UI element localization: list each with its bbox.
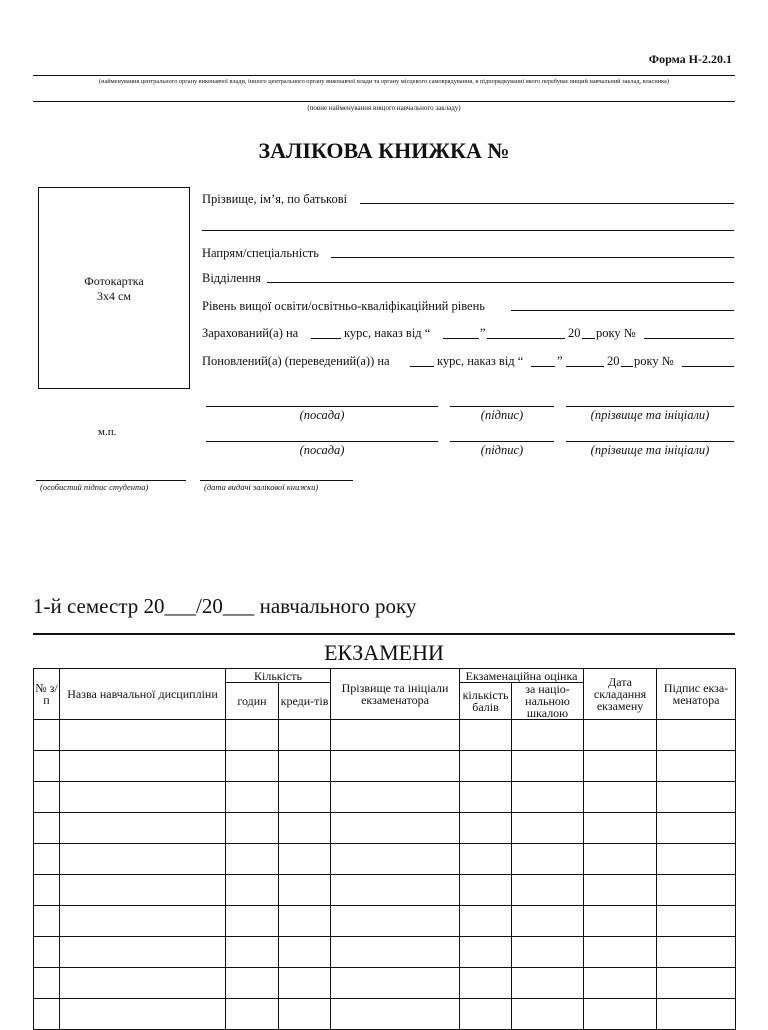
renewed-order-no-line[interactable] — [682, 366, 734, 367]
surname-caption-1: (прізвище та ініціали) — [590, 408, 710, 422]
table-cell[interactable] — [512, 720, 584, 751]
form-code: Форма Н-2.20.1 — [648, 52, 732, 66]
speciality-line[interactable] — [331, 257, 734, 258]
table-cell[interactable] — [279, 968, 331, 999]
table-cell[interactable] — [512, 875, 584, 906]
table-cell[interactable] — [60, 844, 226, 875]
table-cell[interactable] — [584, 999, 657, 1030]
exams-title: ЕКЗАМЕНИ — [324, 640, 444, 665]
table-row — [34, 782, 736, 813]
exams-table-body — [34, 720, 736, 1030]
position-line-2[interactable] — [206, 441, 438, 442]
enrolled-day-line[interactable] — [443, 338, 479, 339]
authority-line — [33, 75, 735, 76]
table-cell[interactable] — [657, 999, 736, 1030]
photo-size: 3х4 см — [97, 289, 131, 303]
table-cell[interactable] — [226, 844, 279, 875]
table-cell[interactable] — [657, 813, 736, 844]
col-number: № з/п — [34, 669, 60, 720]
table-cell[interactable] — [512, 782, 584, 813]
name-line-2[interactable] — [202, 230, 734, 231]
col-national-scale: за націо-нальною шкалою — [512, 683, 584, 720]
table-cell[interactable] — [657, 720, 736, 751]
level-line[interactable] — [511, 310, 734, 311]
signature-line-1[interactable] — [450, 406, 554, 407]
enrolled-century: 20 — [568, 326, 581, 340]
table-row — [34, 999, 736, 1030]
col-hours: годин — [226, 683, 279, 720]
table-cell[interactable] — [584, 751, 657, 782]
table-cell[interactable] — [226, 906, 279, 937]
table-cell[interactable] — [226, 999, 279, 1030]
table-cell[interactable] — [60, 906, 226, 937]
table-row — [34, 720, 736, 751]
col-examiner-signature: Підпис екза-менатора — [657, 669, 736, 720]
table-cell[interactable] — [60, 999, 226, 1030]
table-cell[interactable] — [657, 937, 736, 968]
table-cell[interactable] — [279, 937, 331, 968]
surname-line-2[interactable] — [566, 441, 734, 442]
field-department-label: Відділення — [202, 271, 261, 285]
table-cell[interactable] — [460, 844, 512, 875]
table-cell[interactable] — [331, 813, 460, 844]
table-cell[interactable] — [226, 968, 279, 999]
table-cell[interactable] — [460, 751, 512, 782]
table-cell[interactable] — [657, 782, 736, 813]
table-cell[interactable] — [460, 813, 512, 844]
table-row — [34, 937, 736, 968]
table-row — [34, 968, 736, 999]
table-cell[interactable] — [460, 906, 512, 937]
table-cell[interactable] — [279, 999, 331, 1030]
semester-heading: 1-й семестр 20___/20___ навчального року — [33, 594, 417, 618]
table-cell[interactable] — [512, 751, 584, 782]
renewed-course-line[interactable] — [410, 366, 434, 367]
table-cell[interactable] — [657, 906, 736, 937]
table-row — [34, 844, 736, 875]
table-cell[interactable] — [657, 968, 736, 999]
table-cell[interactable] — [226, 751, 279, 782]
table-cell[interactable] — [512, 813, 584, 844]
col-date: Дата складання екзамену — [584, 669, 657, 720]
renewed-century: 20 — [607, 354, 620, 368]
student-signature-line[interactable] — [36, 480, 186, 481]
table-cell[interactable] — [34, 751, 60, 782]
table-cell[interactable] — [657, 751, 736, 782]
table-row — [34, 751, 736, 782]
position-caption-2: (посада) — [299, 443, 345, 457]
table-cell[interactable] — [60, 937, 226, 968]
signature-caption-2: (підпис) — [480, 443, 524, 457]
photo-label: Фотокартка — [84, 274, 144, 288]
table-cell[interactable] — [279, 906, 331, 937]
enrolled-quote: ” — [480, 326, 486, 340]
surname-line-1[interactable] — [566, 406, 734, 407]
table-cell[interactable] — [279, 844, 331, 875]
authority-caption: (найменування центрального органу виконавчої влади, іншого центрального органу виконавчої влади та органу місцевого самоврядування, в підпорядкуванні якого перебуває вищий навчальний заклад, власника) — [99, 78, 669, 85]
student-signature-caption: (особистий підпис студента) — [40, 482, 149, 492]
table-cell[interactable] — [34, 813, 60, 844]
table-cell[interactable] — [226, 937, 279, 968]
table-row — [34, 875, 736, 906]
renewed-quote: ” — [557, 354, 563, 368]
table-cell[interactable] — [460, 875, 512, 906]
table-cell[interactable] — [226, 875, 279, 906]
semester-rule — [33, 633, 735, 635]
table-cell[interactable] — [584, 782, 657, 813]
table-cell[interactable] — [460, 937, 512, 968]
enrolled-label: Зарахований(а) на — [202, 326, 299, 340]
institution-line — [33, 101, 735, 102]
table-cell[interactable] — [331, 906, 460, 937]
table-cell[interactable] — [584, 937, 657, 968]
institution-caption: (повне найменування вищого навчального закладу) — [307, 104, 461, 112]
signature-line-2[interactable] — [450, 441, 554, 442]
signature-caption-1: (підпис) — [480, 408, 524, 422]
renewed-order-label: курс, наказ від “ — [437, 354, 524, 368]
table-cell[interactable] — [34, 782, 60, 813]
issue-date-line[interactable] — [200, 480, 353, 481]
table-cell[interactable] — [331, 968, 460, 999]
enrolled-order-no-line[interactable] — [644, 338, 734, 339]
field-name-label: Прізвище, ім’я, по батькові — [202, 192, 348, 206]
col-discipline: Назва навчальної дисципліни — [60, 669, 226, 720]
table-cell[interactable] — [34, 906, 60, 937]
table-cell[interactable] — [60, 720, 226, 751]
col-credits: креди-тів — [279, 683, 331, 720]
col-quantity: Кількість — [226, 669, 331, 683]
table-cell[interactable] — [512, 937, 584, 968]
table-cell[interactable] — [226, 720, 279, 751]
table-row — [34, 813, 736, 844]
table-cell[interactable] — [584, 720, 657, 751]
table-cell[interactable] — [279, 720, 331, 751]
col-grade: Екзаменаційна оцінка — [460, 669, 584, 683]
table-cell[interactable] — [226, 813, 279, 844]
table-cell[interactable] — [460, 968, 512, 999]
stamp-label: м.п. — [98, 426, 117, 438]
table-cell[interactable] — [512, 844, 584, 875]
page-title: ЗАЛІКОВА КНИЖКА № — [258, 138, 510, 163]
table-cell[interactable] — [331, 751, 460, 782]
table-cell[interactable] — [331, 720, 460, 751]
table-cell[interactable] — [512, 906, 584, 937]
renewed-month-line[interactable] — [566, 366, 604, 367]
issue-date-caption: (дата видачі залікової книжки) — [204, 482, 319, 492]
table-cell[interactable] — [331, 999, 460, 1030]
table-cell[interactable] — [60, 751, 226, 782]
position-line-1[interactable] — [206, 406, 438, 407]
table-cell[interactable] — [460, 999, 512, 1030]
exams-table — [33, 668, 736, 1030]
photo-box — [38, 187, 190, 389]
table-cell[interactable] — [60, 782, 226, 813]
field-speciality-label: Напрям/спеціальність — [202, 246, 319, 260]
enrolled-course-line[interactable] — [311, 338, 341, 339]
table-cell[interactable] — [331, 937, 460, 968]
renewed-label: Поновлений(а) (переведений(а)) на — [202, 354, 390, 368]
table-cell[interactable] — [512, 968, 584, 999]
table-cell[interactable] — [60, 813, 226, 844]
table-row — [34, 906, 736, 937]
table-cell[interactable] — [60, 875, 226, 906]
table-cell[interactable] — [34, 968, 60, 999]
col-points: кількість балів — [460, 683, 512, 720]
table-cell[interactable] — [331, 875, 460, 906]
department-line[interactable] — [267, 282, 734, 283]
surname-caption-2: (прізвище та ініціали) — [590, 443, 710, 457]
table-cell[interactable] — [34, 875, 60, 906]
renewed-year-line[interactable] — [621, 366, 633, 367]
field-level-label: Рівень вищої освіти/освітньо-кваліфікаційний рівень — [202, 299, 485, 313]
enrolled-month-line[interactable] — [487, 338, 565, 339]
enrolled-year-line[interactable] — [582, 338, 595, 339]
table-cell[interactable] — [34, 844, 60, 875]
enrolled-order-no-label: року № — [596, 326, 636, 340]
enrolled-order-label: курс, наказ від “ — [344, 326, 431, 340]
table-cell[interactable] — [331, 844, 460, 875]
table-cell[interactable] — [584, 813, 657, 844]
table-cell[interactable] — [584, 875, 657, 906]
table-cell[interactable] — [60, 968, 226, 999]
table-cell[interactable] — [279, 813, 331, 844]
table-cell[interactable] — [460, 720, 512, 751]
table-cell[interactable] — [657, 844, 736, 875]
table-cell[interactable] — [34, 720, 60, 751]
table-cell[interactable] — [657, 875, 736, 906]
col-examiner: Прізвище та ініціали екзаменатора — [331, 669, 460, 720]
table-cell[interactable] — [279, 751, 331, 782]
table-cell[interactable] — [584, 906, 657, 937]
table-cell[interactable] — [226, 782, 279, 813]
table-cell[interactable] — [512, 999, 584, 1030]
table-cell[interactable] — [279, 782, 331, 813]
table-cell[interactable] — [34, 999, 60, 1030]
position-caption-1: (посада) — [299, 408, 345, 422]
table-cell[interactable] — [34, 937, 60, 968]
table-cell[interactable] — [584, 968, 657, 999]
name-line[interactable] — [360, 203, 734, 204]
renewed-order-no-label: року № — [634, 354, 674, 368]
table-cell[interactable] — [279, 875, 331, 906]
table-cell[interactable] — [584, 844, 657, 875]
table-cell[interactable] — [331, 782, 460, 813]
table-cell[interactable] — [460, 782, 512, 813]
renewed-day-line[interactable] — [531, 366, 555, 367]
